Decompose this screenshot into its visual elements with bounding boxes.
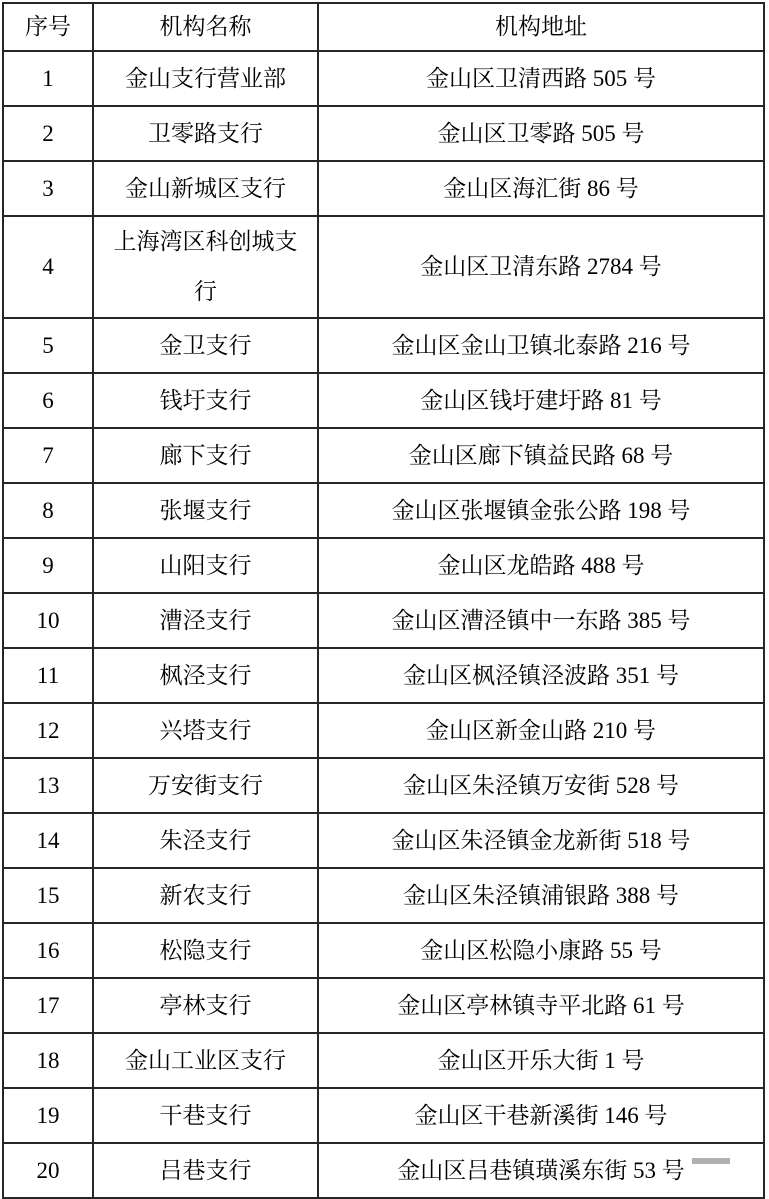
cell-name: 吕巷支行 — [93, 1143, 318, 1198]
cell-name: 上海湾区科创城支行 — [93, 216, 318, 318]
table-row — [3, 1143, 764, 1198]
table-row — [3, 428, 764, 483]
cell-name: 干巷支行 — [93, 1088, 318, 1143]
cell-seq: 14 — [3, 813, 93, 868]
cell-address: 金山区钱圩建圩路 81 号 — [318, 373, 764, 428]
table-row — [3, 483, 764, 538]
table-row — [3, 923, 764, 978]
cell-name: 松隐支行 — [93, 923, 318, 978]
cell-seq: 10 — [3, 593, 93, 648]
table-row — [3, 1088, 764, 1143]
cell-address: 金山区朱泾镇金龙新街 518 号 — [318, 813, 764, 868]
table-row — [3, 51, 764, 106]
table-row — [3, 813, 764, 868]
table-row — [3, 978, 764, 1033]
cell-name: 廊下支行 — [93, 428, 318, 483]
cell-name: 山阳支行 — [93, 538, 318, 593]
cell-seq: 15 — [3, 868, 93, 923]
cell-name: 枫泾支行 — [93, 648, 318, 703]
cell-name: 金山支行营业部 — [93, 51, 318, 106]
cell-address: 金山区卫清西路 505 号 — [318, 51, 764, 106]
table-row — [3, 538, 764, 593]
table-row — [3, 106, 764, 161]
cell-address: 金山区漕泾镇中一东路 385 号 — [318, 593, 764, 648]
cell-name: 亭林支行 — [93, 978, 318, 1033]
cell-seq: 19 — [3, 1088, 93, 1143]
cell-name: 朱泾支行 — [93, 813, 318, 868]
table-row — [3, 868, 764, 923]
cell-address: 金山区金山卫镇北泰路 216 号 — [318, 318, 764, 373]
branch-table — [2, 2, 765, 1199]
cell-address: 金山区干巷新溪街 146 号 — [318, 1088, 764, 1143]
table-row — [3, 216, 764, 318]
header-row — [3, 3, 764, 51]
cell-name: 新农支行 — [93, 868, 318, 923]
cell-seq: 8 — [3, 483, 93, 538]
cell-seq: 6 — [3, 373, 93, 428]
cell-address: 金山区新金山路 210 号 — [318, 703, 764, 758]
cell-seq: 20 — [3, 1143, 93, 1198]
cell-seq: 7 — [3, 428, 93, 483]
table-row — [3, 318, 764, 373]
cell-seq: 11 — [3, 648, 93, 703]
cell-name: 漕泾支行 — [93, 593, 318, 648]
table-row — [3, 758, 764, 813]
table-row — [3, 703, 764, 758]
table-row — [3, 161, 764, 216]
cell-address: 金山区朱泾镇万安街 528 号 — [318, 758, 764, 813]
cell-seq: 9 — [3, 538, 93, 593]
cell-seq: 5 — [3, 318, 93, 373]
table-row — [3, 373, 764, 428]
cell-address: 金山区松隐小康路 55 号 — [318, 923, 764, 978]
cell-seq: 4 — [3, 216, 93, 318]
cell-address: 金山区卫清东路 2784 号 — [318, 216, 764, 318]
cell-seq: 12 — [3, 703, 93, 758]
branch-table-container — [2, 2, 765, 1199]
cell-address: 金山区枫泾镇泾波路 351 号 — [318, 648, 764, 703]
table-body — [3, 51, 764, 1198]
cell-seq: 1 — [3, 51, 93, 106]
cell-address: 金山区龙皓路 488 号 — [318, 538, 764, 593]
cell-seq: 18 — [3, 1033, 93, 1088]
cell-seq: 16 — [3, 923, 93, 978]
col-header-seq: 序号 — [3, 3, 93, 51]
cell-address: 金山区亭林镇寺平北路 61 号 — [318, 978, 764, 1033]
table-row — [3, 648, 764, 703]
cell-name: 钱圩支行 — [93, 373, 318, 428]
cell-address: 金山区海汇街 86 号 — [318, 161, 764, 216]
page-edge-artifact — [692, 1158, 730, 1164]
col-header-name: 机构名称 — [93, 3, 318, 51]
cell-name: 张堰支行 — [93, 483, 318, 538]
cell-seq: 2 — [3, 106, 93, 161]
cell-name: 金山工业区支行 — [93, 1033, 318, 1088]
col-header-address: 机构地址 — [318, 3, 764, 51]
cell-address: 金山区朱泾镇浦银路 388 号 — [318, 868, 764, 923]
cell-seq: 17 — [3, 978, 93, 1033]
cell-name: 万安街支行 — [93, 758, 318, 813]
cell-name: 卫零路支行 — [93, 106, 318, 161]
cell-name: 兴塔支行 — [93, 703, 318, 758]
table-header — [3, 3, 764, 51]
cell-address: 金山区吕巷镇璜溪东街 53 号 — [318, 1143, 764, 1198]
table-row — [3, 1033, 764, 1088]
cell-address: 金山区张堰镇金张公路 198 号 — [318, 483, 764, 538]
cell-address: 金山区廊下镇益民路 68 号 — [318, 428, 764, 483]
cell-address: 金山区卫零路 505 号 — [318, 106, 764, 161]
table-row — [3, 593, 764, 648]
cell-seq: 13 — [3, 758, 93, 813]
cell-address: 金山区开乐大街 1 号 — [318, 1033, 764, 1088]
cell-name: 金卫支行 — [93, 318, 318, 373]
cell-seq: 3 — [3, 161, 93, 216]
cell-name: 金山新城区支行 — [93, 161, 318, 216]
